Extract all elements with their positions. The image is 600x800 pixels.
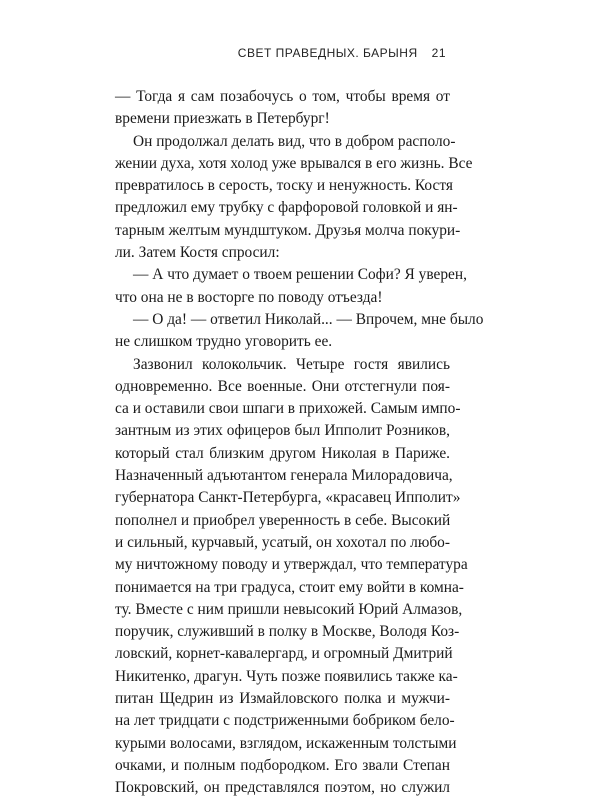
text-line: одновременно. Все военные. Они отстегнули поя- xyxy=(115,377,450,395)
text-line: са и оставили свои шпаги в прихожей. Самым импо- xyxy=(115,400,461,418)
text-line: времени приезжать в Петербург! xyxy=(115,110,330,128)
text-line: на лет тридцати с подстриженными бобриком бело- xyxy=(115,712,455,730)
text-line: — А что думает о твоем решении Софи? Я уверен, xyxy=(133,266,467,284)
text-line: который стал близким другом Николая в Париже. xyxy=(115,444,450,462)
text-line: очками, и полным подбородком. Его звали Степан xyxy=(115,756,450,774)
text-line: пополнел и приобрел уверенность в себе. Высокий xyxy=(115,511,451,529)
text-line: тарным желтым мундштуком. Друзья молча покури- xyxy=(115,221,461,239)
text-line: не слишком трудно уговорить ее. xyxy=(115,333,333,351)
text-line: ловский, корнет-кавалергард, и огромный Дмитрий xyxy=(115,645,453,663)
text-line: Никитенко, драгун. Чуть позже появились также ка- xyxy=(115,667,458,685)
text-line: и сильный, курчавый, усатый, он хохотал по любо- xyxy=(115,533,450,551)
text-line: питан Щедрин из Измайловского полка и мужчи- xyxy=(115,690,450,708)
running-title: СВЕТ ПРАВЕДНЫХ. БАРЫНЯ xyxy=(237,46,418,60)
text-line: Покровский, он представлялся поэтом, но служил xyxy=(115,779,450,797)
text-line: понимается на три градуса, стоит ему войти в комна- xyxy=(115,578,464,596)
page-number: 21 xyxy=(431,46,446,60)
text-line: му ничтожному поводу и утверждал, что температура xyxy=(115,556,468,574)
text-line: курыми волосами, взглядом, искаженным толстыми xyxy=(115,734,457,752)
running-header xyxy=(146,46,446,60)
text-line: Он продолжал делать вид, что в добром располо- xyxy=(133,132,456,150)
text-line: жении духа, хотя холод уже врывался в его жизнь. Все xyxy=(115,154,473,172)
text-line: Назначенный адъютантом генерала Милорадовича, xyxy=(115,467,453,485)
text-line: зантным из этих офицеров был Ипполит Розников, xyxy=(115,422,450,440)
text-line: что она не в восторге по поводу отъезда! xyxy=(115,288,383,306)
body-text xyxy=(115,86,484,800)
text-line: — О да! — ответил Николай... — Впрочем, мне было xyxy=(133,310,484,328)
text-line: ли. Затем Костя спросил: xyxy=(115,244,280,262)
text-line: превратилось в серость, тоску и ненужность. Костя xyxy=(115,177,453,195)
text-line: ту. Вместе с ним пришли невысокий Юрий Алмазов, xyxy=(115,600,463,618)
text-line: Зазвонил колокольчик. Четыре гостя явились xyxy=(133,355,450,373)
text-line: губернатора Санкт-Петербурга, «красавец Ипполит» xyxy=(115,489,461,507)
text-line: поручик, служивший в полку в Москве, Володя Коз- xyxy=(115,623,460,641)
text-line: — Тогда я сам позабочусь о том, чтобы время от xyxy=(115,88,450,105)
text-line: предложил ему трубку с фарфоровой головкой и ян- xyxy=(115,199,458,217)
